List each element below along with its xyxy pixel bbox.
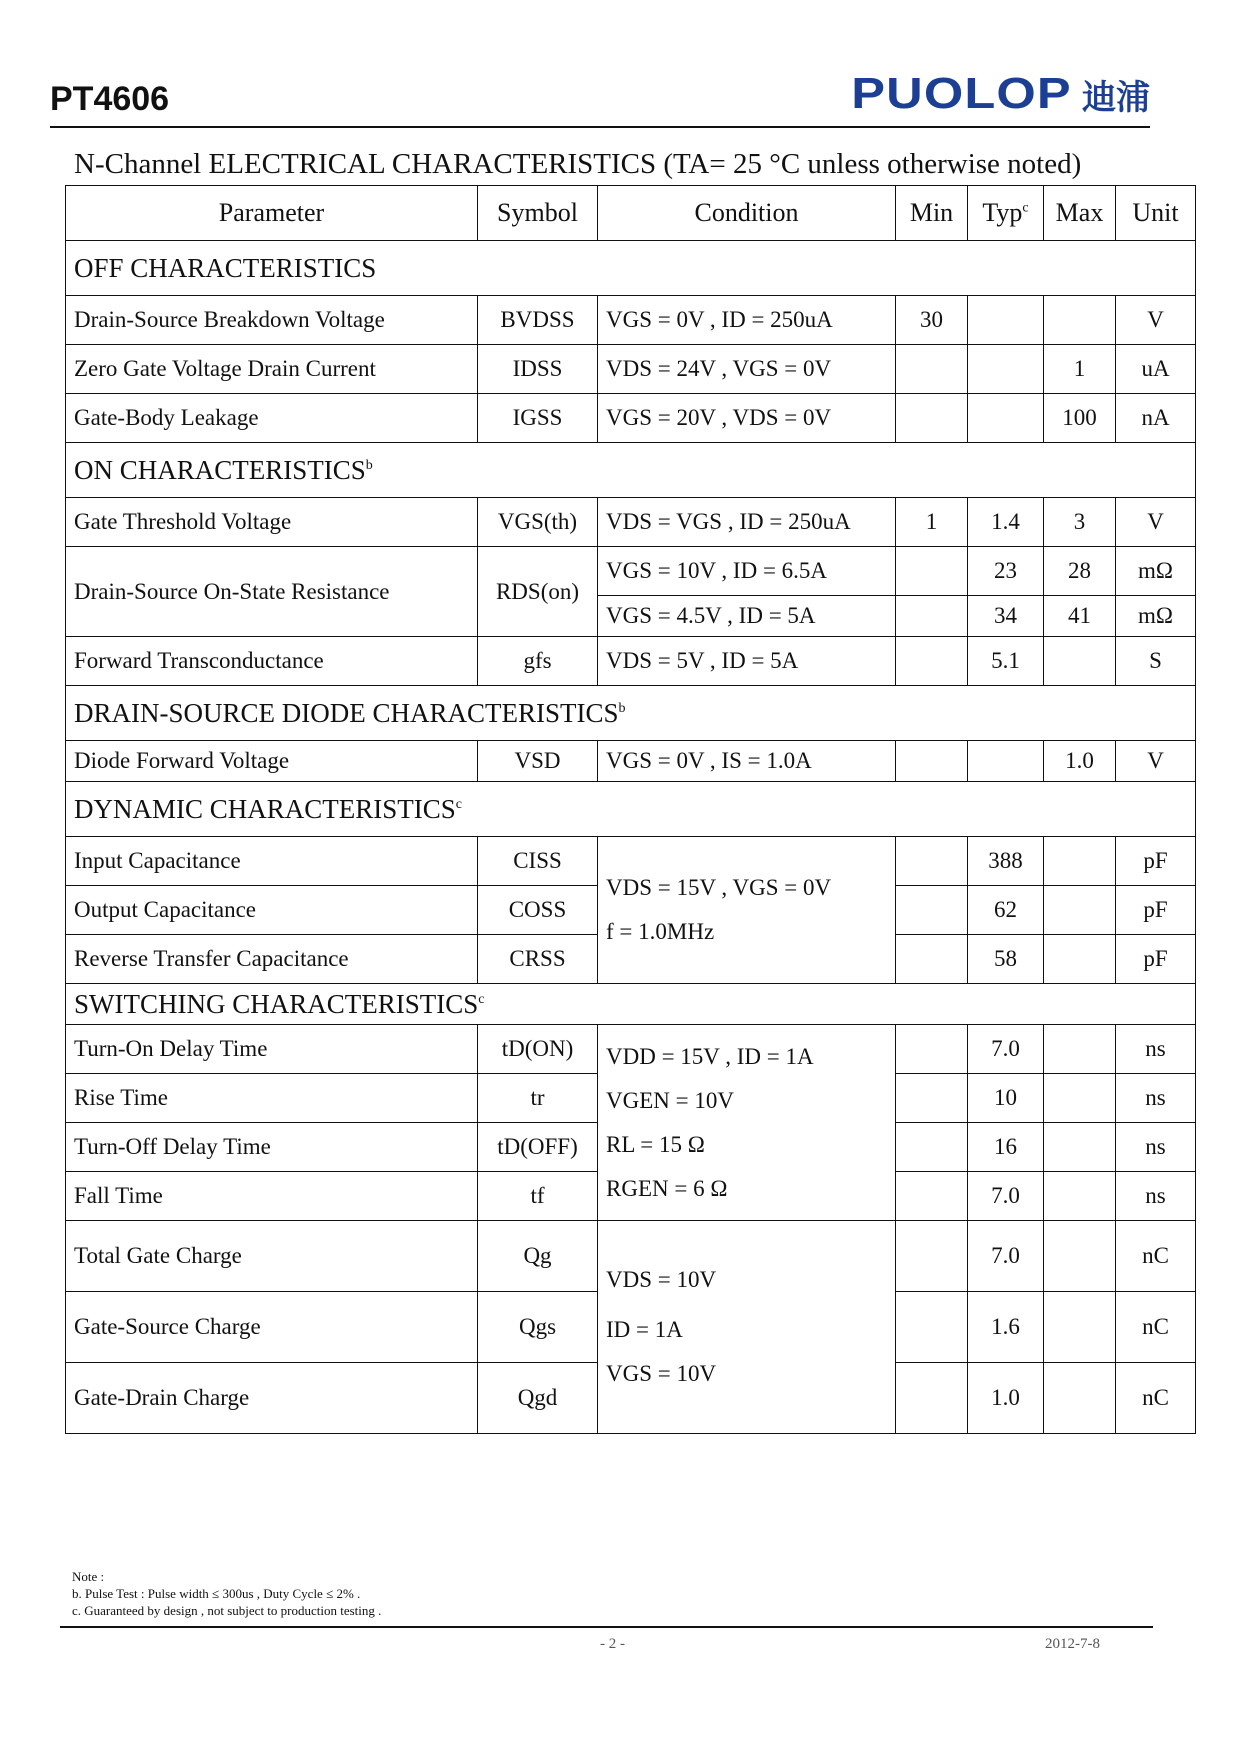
min-cell [896, 394, 968, 443]
brand-logo [851, 69, 1150, 118]
max-cell [1044, 1025, 1116, 1074]
param-cell: Drain-Source Breakdown Voltage [66, 296, 478, 345]
symbol-cell: Qgd [478, 1363, 598, 1434]
footnote-marker: c [1022, 200, 1029, 216]
max-cell [1044, 1074, 1116, 1123]
typ-cell: 16 [968, 1123, 1044, 1172]
symbol-cell: tD(ON) [478, 1025, 598, 1074]
page-date: 2012-7-8 [1045, 1636, 1100, 1652]
doc-title: PT4606 [50, 80, 170, 118]
param-cell: Diode Forward Voltage [66, 741, 478, 782]
unit-cell: uA [1116, 345, 1196, 394]
header-divider [50, 126, 1150, 128]
min-cell [896, 1123, 968, 1172]
category-text: DRAIN-SOURCE DIODE CHARACTERISTICS [74, 697, 619, 728]
typ-cell [968, 345, 1044, 394]
max-cell: 28 [1044, 547, 1116, 596]
column-header-label: Typ [982, 198, 1023, 227]
condition-cell [598, 1221, 896, 1434]
unit-cell: ns [1116, 1123, 1196, 1172]
min-cell: 1 [896, 498, 968, 547]
condition-cell: VGS = 0V , IS = 1.0A [598, 741, 896, 782]
typ-cell: 7.0 [968, 1221, 1044, 1292]
unit-cell: mΩ [1116, 596, 1196, 637]
condition-cell: VGS = 0V , ID = 250uA [598, 296, 896, 345]
unit-cell: pF [1116, 837, 1196, 886]
typ-cell: 7.0 [968, 1025, 1044, 1074]
unit-cell: V [1116, 498, 1196, 547]
min-cell [896, 1363, 968, 1434]
typ-cell: 5.1 [968, 637, 1044, 686]
param-cell: Gate-Source Charge [66, 1292, 478, 1363]
symbol-cell: RDS(on) [478, 547, 598, 637]
typ-cell: 7.0 [968, 1172, 1044, 1221]
min-cell [896, 547, 968, 596]
typ-cell [968, 296, 1044, 345]
condition-cell: VGS = 20V , VDS = 0V [598, 394, 896, 443]
min-cell [896, 1172, 968, 1221]
min-cell [896, 1292, 968, 1363]
max-cell: 41 [1044, 596, 1116, 637]
unit-cell: S [1116, 637, 1196, 686]
unit-cell: nC [1116, 1221, 1196, 1292]
typ-cell: 34 [968, 596, 1044, 637]
symbol-cell: CISS [478, 837, 598, 886]
typ-cell: 58 [968, 935, 1044, 984]
param-cell: Total Gate Charge [66, 1221, 478, 1292]
note-c: c. Guaranteed by design , not subject to production testing . [72, 1603, 382, 1618]
category-label [66, 241, 1196, 296]
symbol-cell: Qg [478, 1221, 598, 1292]
typ-cell: 62 [968, 886, 1044, 935]
condition-cell: VGS = 10V , ID = 6.5A [598, 547, 896, 596]
symbol-cell: tr [478, 1074, 598, 1123]
unit-cell: pF [1116, 886, 1196, 935]
param-cell: Reverse Transfer Capacitance [66, 935, 478, 984]
max-cell: 1.0 [1044, 741, 1116, 782]
column-header: Parameter [66, 186, 478, 241]
min-cell [896, 935, 968, 984]
table-row [66, 296, 1196, 345]
category-label [66, 443, 1196, 498]
table-header-row [66, 186, 1196, 241]
param-cell: Fall Time [66, 1172, 478, 1221]
unit-cell: nA [1116, 394, 1196, 443]
max-cell [1044, 1363, 1116, 1434]
min-cell [896, 886, 968, 935]
condition-cell [598, 837, 896, 984]
category-text: ON CHARACTERISTICS [74, 454, 366, 485]
max-cell: 100 [1044, 394, 1116, 443]
brand-cn: 迪浦 [1082, 77, 1150, 118]
table-row [66, 547, 1196, 596]
unit-cell: ns [1116, 1172, 1196, 1221]
page-number: - 2 - [600, 1636, 625, 1652]
condition-line: VDS = 10V [606, 1267, 717, 1292]
footnote-marker: b [618, 700, 626, 716]
unit-cell: V [1116, 741, 1196, 782]
column-header: Symbol [478, 186, 598, 241]
condition-cell: VDS = VGS , ID = 250uA [598, 498, 896, 547]
category-label [66, 782, 1196, 837]
condition-cell: VDS = 5V , ID = 5A [598, 637, 896, 686]
category-text: OFF CHARACTERISTICS [74, 252, 377, 283]
footnotes [72, 1568, 381, 1619]
max-cell: 3 [1044, 498, 1116, 547]
typ-cell [968, 394, 1044, 443]
symbol-cell: VGS(th) [478, 498, 598, 547]
footer-divider [60, 1626, 1153, 1628]
category-text: SWITCHING CHARACTERISTICS [74, 988, 479, 1019]
min-cell: 30 [896, 296, 968, 345]
max-cell [1044, 837, 1116, 886]
max-cell [1044, 296, 1116, 345]
table-row [66, 741, 1196, 782]
symbol-cell: IGSS [478, 394, 598, 443]
footnote-marker: c [455, 796, 463, 812]
condition-line: f = 1.0MHz [606, 919, 715, 944]
symbol-cell: tD(OFF) [478, 1123, 598, 1172]
condition-line: ID = 1A [606, 1317, 683, 1342]
section-title: N-Channel ELECTRICAL CHARACTERISTICS (TA= 25 °C unless otherwise noted) [74, 148, 1082, 180]
symbol-cell: VSD [478, 741, 598, 782]
param-cell: Turn-Off Delay Time [66, 1123, 478, 1172]
footnote-marker: b [365, 457, 373, 473]
table-row [66, 498, 1196, 547]
column-header: Condition [598, 186, 896, 241]
page-header [50, 60, 1150, 128]
unit-cell: nC [1116, 1363, 1196, 1434]
param-cell: Output Capacitance [66, 886, 478, 935]
unit-cell: V [1116, 296, 1196, 345]
unit-cell: mΩ [1116, 547, 1196, 596]
typ-cell: 388 [968, 837, 1044, 886]
column-header: Max [1044, 186, 1116, 241]
condition-cell: VDS = 24V , VGS = 0V [598, 345, 896, 394]
table-row [66, 637, 1196, 686]
max-cell [1044, 1172, 1116, 1221]
condition-line: RGEN = 6 Ω [606, 1175, 728, 1201]
electrical-characteristics-table [65, 185, 1196, 1434]
table-row [66, 345, 1196, 394]
symbol-cell: CRSS [478, 935, 598, 984]
typ-cell: 1.0 [968, 1363, 1044, 1434]
unit-cell: pF [1116, 935, 1196, 984]
max-cell: 1 [1044, 345, 1116, 394]
max-cell [1044, 935, 1116, 984]
param-cell: Drain-Source On-State Resistance [66, 547, 478, 637]
column-header-typ [968, 186, 1044, 241]
note-title: Note : [72, 1569, 105, 1584]
condition-line: VGEN = 10V [606, 1087, 734, 1113]
category-row [66, 984, 1196, 1025]
typ-cell: 10 [968, 1074, 1044, 1123]
category-row [66, 241, 1196, 296]
min-cell [896, 1074, 968, 1123]
brand-name: PUOLOP [851, 69, 1072, 118]
param-cell: Turn-On Delay Time [66, 1025, 478, 1074]
param-cell: Rise Time [66, 1074, 478, 1123]
note-b: b. Pulse Test : Pulse width ≤ 300us , Duty Cycle ≤ 2% . [72, 1586, 361, 1601]
min-cell [896, 1221, 968, 1292]
min-cell [896, 1025, 968, 1074]
unit-cell: nC [1116, 1292, 1196, 1363]
table-row [66, 1221, 1196, 1292]
table-row [66, 1025, 1196, 1074]
typ-cell: 23 [968, 547, 1044, 596]
symbol-cell: IDSS [478, 345, 598, 394]
max-cell [1044, 1292, 1116, 1363]
condition-line: VDD = 15V , ID = 1A [606, 1043, 814, 1069]
min-cell [896, 837, 968, 886]
column-header: Unit [1116, 186, 1196, 241]
condition-line: VDS = 15V , VGS = 0V [606, 875, 832, 900]
typ-cell: 1.6 [968, 1292, 1044, 1363]
param-cell: Gate-Body Leakage [66, 394, 478, 443]
symbol-cell: BVDSS [478, 296, 598, 345]
column-header: Min [896, 186, 968, 241]
param-cell: Gate-Drain Charge [66, 1363, 478, 1434]
param-cell: Gate Threshold Voltage [66, 498, 478, 547]
table-row [66, 394, 1196, 443]
symbol-cell: gfs [478, 637, 598, 686]
min-cell [896, 596, 968, 637]
max-cell [1044, 637, 1116, 686]
category-row [66, 782, 1196, 837]
footnote-marker: c [478, 991, 485, 1007]
param-cell: Forward Transconductance [66, 637, 478, 686]
category-label [66, 984, 1196, 1025]
symbol-cell: Qgs [478, 1292, 598, 1363]
symbol-cell: tf [478, 1172, 598, 1221]
min-cell [896, 637, 968, 686]
condition-cell [598, 1025, 896, 1221]
condition-cell: VGS = 4.5V , ID = 5A [598, 596, 896, 637]
condition-line: RL = 15 Ω [606, 1131, 705, 1157]
category-label [66, 686, 1196, 741]
max-cell [1044, 886, 1116, 935]
typ-cell: 1.4 [968, 498, 1044, 547]
max-cell [1044, 1221, 1116, 1292]
table-row [66, 837, 1196, 886]
min-cell [896, 741, 968, 782]
symbol-cell: COSS [478, 886, 598, 935]
category-row [66, 443, 1196, 498]
unit-cell: ns [1116, 1025, 1196, 1074]
max-cell [1044, 1123, 1116, 1172]
param-cell: Zero Gate Voltage Drain Current [66, 345, 478, 394]
min-cell [896, 345, 968, 394]
condition-line: VGS = 10V [606, 1361, 717, 1386]
typ-cell [968, 741, 1044, 782]
param-cell: Input Capacitance [66, 837, 478, 886]
category-row [66, 686, 1196, 741]
category-text: DYNAMIC CHARACTERISTICS [74, 793, 456, 824]
unit-cell: ns [1116, 1074, 1196, 1123]
